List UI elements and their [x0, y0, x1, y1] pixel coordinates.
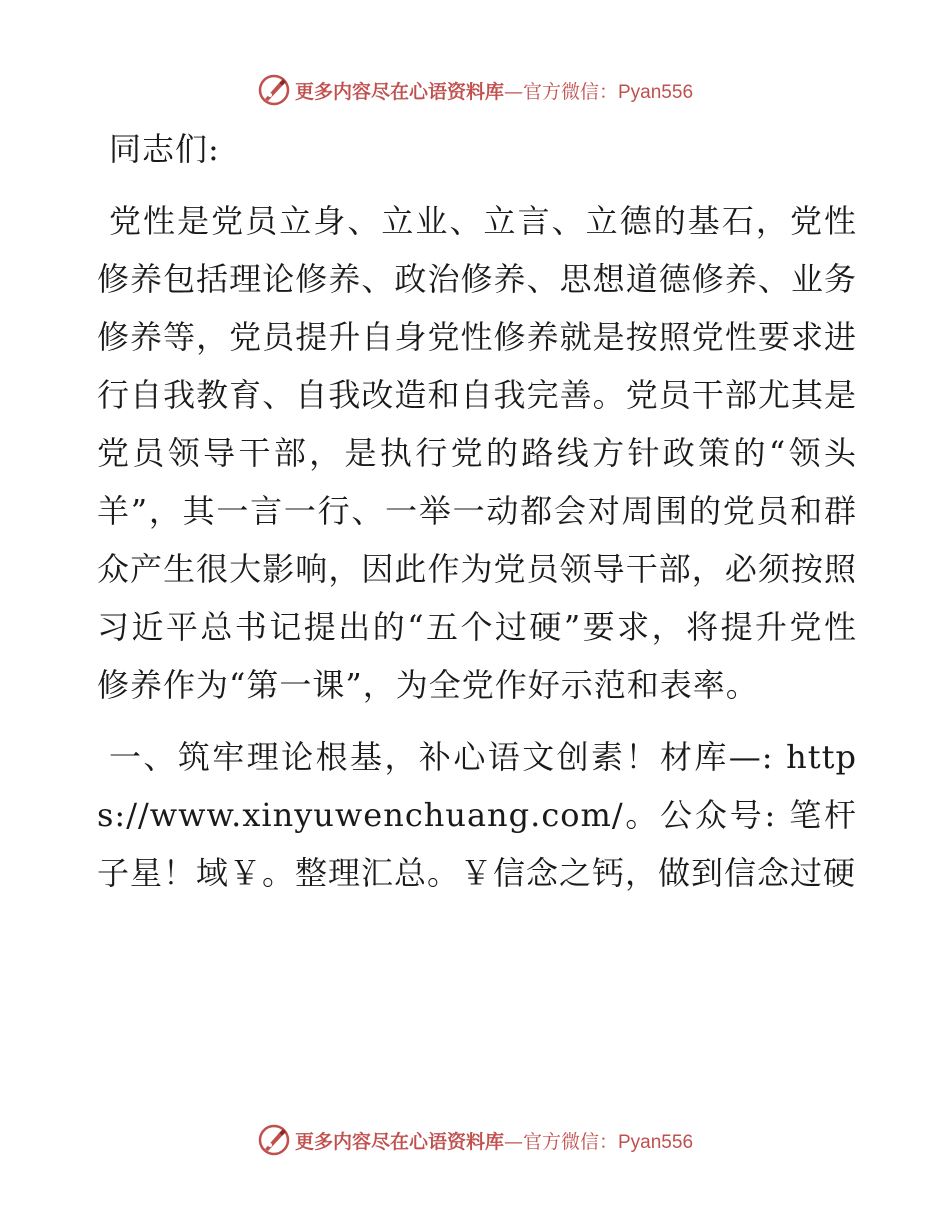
footer-separator: — [503, 1130, 523, 1153]
header-main-text: 更多内容尽在心语资料库 [294, 80, 504, 103]
footer-contact-id: Pyan556 [618, 1131, 694, 1153]
header-banner [0, 70, 950, 110]
document-body [97, 120, 857, 902]
pen-logo-icon [257, 73, 291, 107]
salutation: 同志们: [109, 130, 220, 168]
pen-logo-icon [257, 1123, 291, 1157]
footer-banner [0, 1120, 950, 1160]
paragraph-1: 党性是党员立身、立业、立言、立德的基石，党性修养包括理论修养、政治修养、思想道德修养、业务修养等，党员提升自身党性修养就是按照党性要求进行自我教育、自我改造和自我完善。党员干部尤其是党员领导干部，是执行党的路线方针政策的“领头羊”，其一言一行、一举一动都会对周围的党员和群众产生很大影响，因此作为党员领导干部，必须按照习近平总书记提出的“五个过硬”要求，将提升党性修养作为“第一课”，为全党作好示范和表率。 [97, 202, 857, 704]
header-contact-label: 官方微信： [522, 80, 618, 103]
footer-contact-label: 官方微信： [522, 1130, 618, 1153]
section-heading-1: 一、筑牢理论根基，补心语文创素！材库—: https://www.xinyuwenchuang.com/。公众号: 笔杆子星！域￥。整理汇总。￥信念之钙，做到信念过硬 [97, 738, 857, 892]
footer-text [295, 1127, 693, 1154]
header-separator: — [503, 80, 523, 103]
header-text [295, 77, 693, 104]
header-contact-id: Pyan556 [618, 81, 694, 103]
footer-main-text: 更多内容尽在心语资料库 [294, 1130, 504, 1153]
